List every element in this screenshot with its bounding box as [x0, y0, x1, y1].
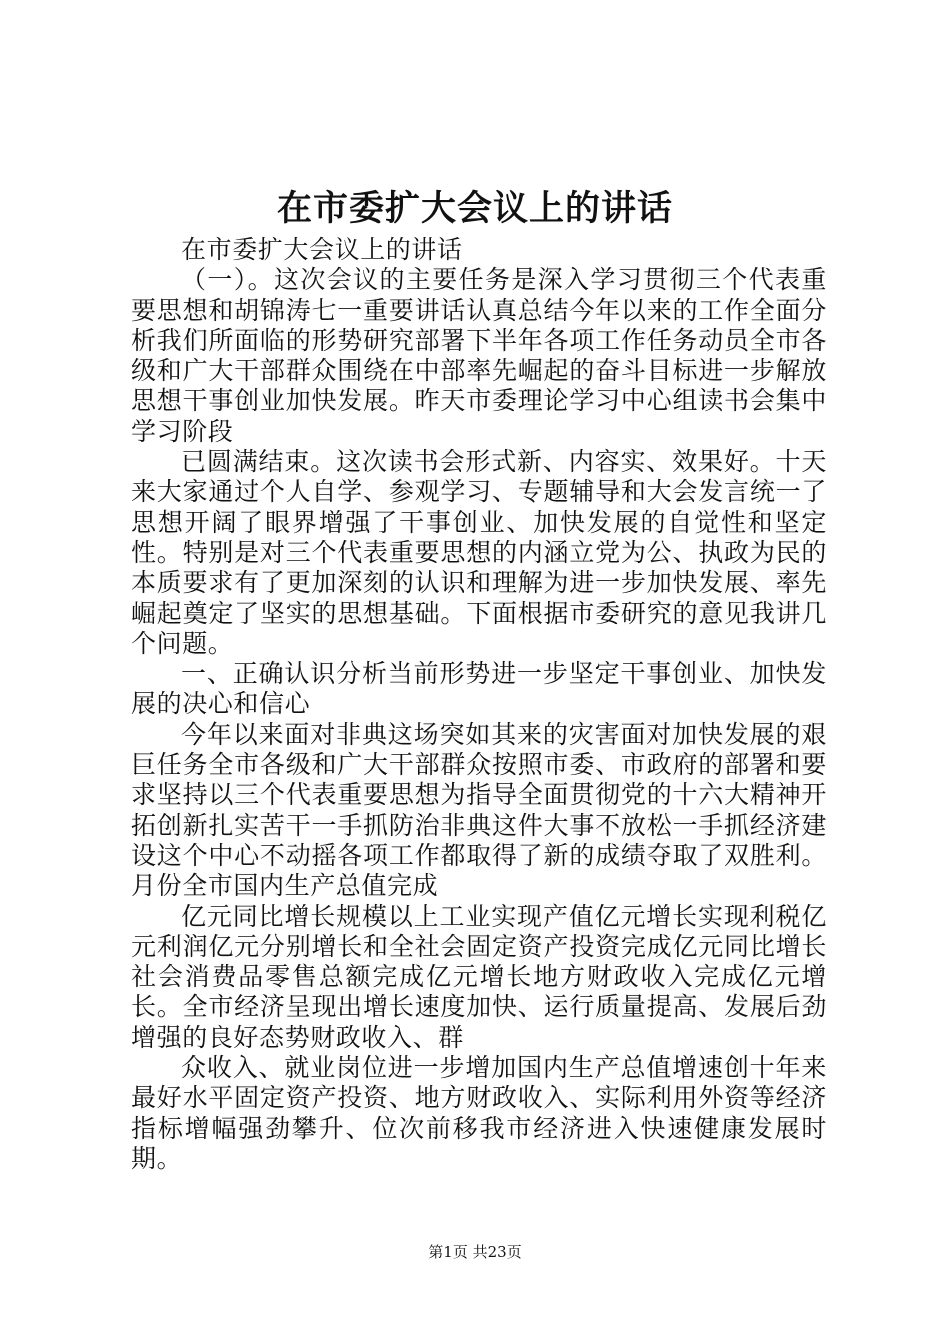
- document-title: 在市委扩大会议上的讲话: [276, 188, 673, 229]
- paragraph: 在市委扩大会议上的讲话: [181, 235, 463, 264]
- paragraph: 亿元同比增长规模以上工业实现产值亿元增长实现利税亿元利润亿元分别增长和全社会固定资产投资完成亿元同比增长社会消费品零售总额完成亿元增长地方财政收入完成亿元增长。全市经济呈现出增长速度加快、运行质量提高、发展后劲增强的良好态势财政收入、群: [131, 901, 827, 1052]
- page-footer: 第1页 共23页: [428, 1243, 522, 1261]
- section-heading: 一、正确认识分析当前形势进一步坚定干事创业、加快发展的决心和信心: [131, 659, 827, 719]
- paragraph: 已圆满结束。这次读书会形式新、内容实、效果好。十天来大家通过个人自学、参观学习、专题辅导和大会发言统一了思想开阔了眼界增强了干事创业、加快发展的自觉性和坚定性。特别是对三个代表重要思想的内涵立党为公、执政为民的本质要求有了更加深刻的认识和理解为进一步加快发展、率先崛起奠定了坚实的思想基础。下面根据市委研究的意见我讲几个问题。: [131, 447, 827, 658]
- paragraph: （一）。这次会议的主要任务是深入学习贯彻三个代表重要思想和胡锦涛七一重要讲话认真总结今年以来的工作全面分析我们所面临的形势研究部署下半年各项工作任务动员全市各级和广大干部群众围绕在中部率先崛起的奋斗目标进一步解放思想干事创业加快发展。昨天市委理论学习中心组读书会集中学习阶段: [131, 265, 827, 446]
- paragraph: 今年以来面对非典这场突如其来的灾害面对加快发展的艰巨任务全市各级和广大干部群众按照市委、市政府的部署和要求坚持以三个代表重要思想为指导全面贯彻党的十六大精神开拓创新扎实苦干一手抓防治非典这件大事不放松一手抓经济建设这个中心不动摇各项工作都取得了新的成绩夺取了双胜利。月份全市国内生产总值完成: [131, 719, 827, 901]
- paragraph: 众收入、就业岗位进一步增加国内生产总值增速创十年来最好水平固定资产投资、地方财政收入、实际利用外资等经济指标增幅强劲攀升、位次前移我市经济进入快速健康发展时期。: [131, 1053, 827, 1173]
- document-body: [131, 235, 827, 1174]
